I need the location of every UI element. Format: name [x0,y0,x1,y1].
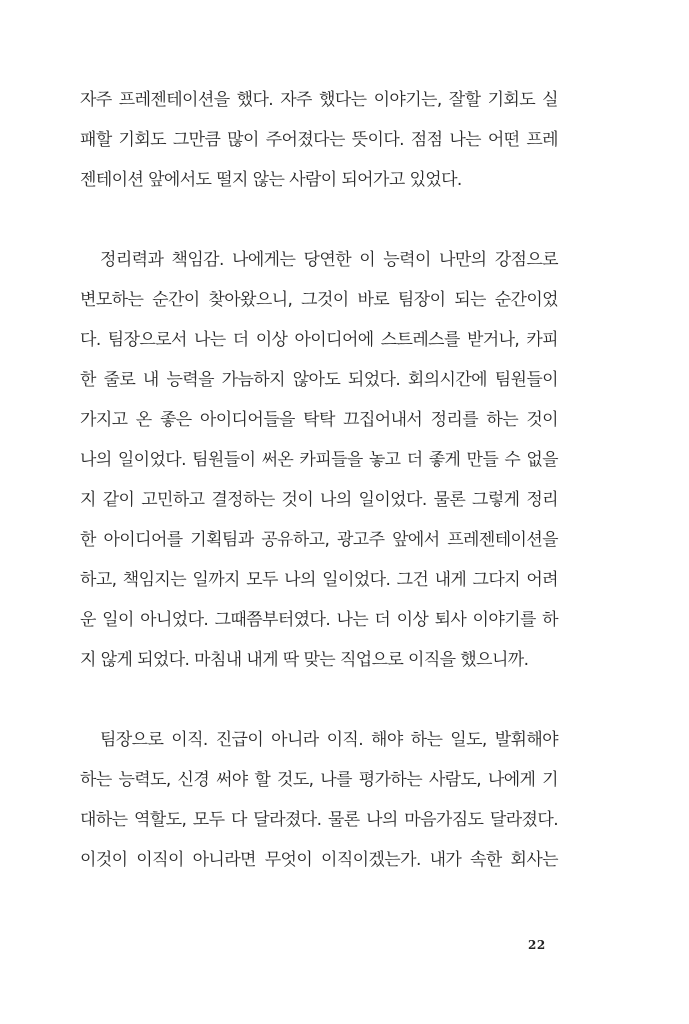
text-line: 패할 기회도 그만큼 많이 주어졌다는 뜻이다. 점점 나는 어떤 프레 [80,130,558,150]
text-line: 지 않게 되었다. 마침내 내게 딱 맞는 직업으로 이직을 했으니까. [80,650,529,670]
text-line: 정리력과 책임감. 나에게는 당연한 이 능력이 나만의 강점으로 [100,250,558,270]
text-line: 자주 프레젠테이션을 했다. 자주 했다는 이야기는, 잘할 기회도 실 [80,90,558,110]
text-line: 지 같이 고민하고 결정하는 것이 나의 일이었다. 물론 그렇게 정리 [80,490,558,510]
text-line: 하는 능력도, 신경 써야 할 것도, 나를 평가하는 사람도, 나에게 기 [80,770,558,790]
text-line: 운 일이 아니었다. 그때쯤부터였다. 나는 더 이상 퇴사 이야기를 하 [80,610,558,630]
text-line: 나의 일이었다. 팀원들이 써온 카피들을 놓고 더 좋게 만들 수 없을 [80,450,558,470]
text-line: 젠테이션 앞에서도 떨지 않는 사람이 되어가고 있었다. [80,170,462,190]
text-line: 한 아이디어를 기획팀과 공유하고, 광고주 앞에서 프레젠테이션을 [80,530,558,550]
text-line: 하고, 책임지는 일까지 모두 나의 일이었다. 그건 내게 그다지 어려 [80,570,558,590]
text-line: 한 줄로 내 능력을 가늠하지 않아도 되었다. 회의시간에 팀원들이 [80,370,558,390]
text-line: 가지고 온 좋은 아이디어들을 탁탁 끄집어내서 정리를 하는 것이 [80,410,558,430]
page-number: 22 [528,938,546,952]
text-line: 이것이 이직이 아니라면 무엇이 이직이겠는가. 내가 속한 회사는 [80,850,558,870]
text-line: 다. 팀장으로서 나는 더 이상 아이디어에 스트레스를 받거나, 카피 [80,330,558,350]
text-line: 대하는 역할도, 모두 다 달라졌다. 물론 나의 마음가짐도 달라졌다. [80,810,558,830]
text-line: 변모하는 순간이 찾아왔으니, 그것이 바로 팀장이 되는 순간이었 [80,290,558,310]
text-line: 팀장으로 이직. 진급이 아니라 이직. 해야 하는 일도, 발휘해야 [100,730,558,750]
